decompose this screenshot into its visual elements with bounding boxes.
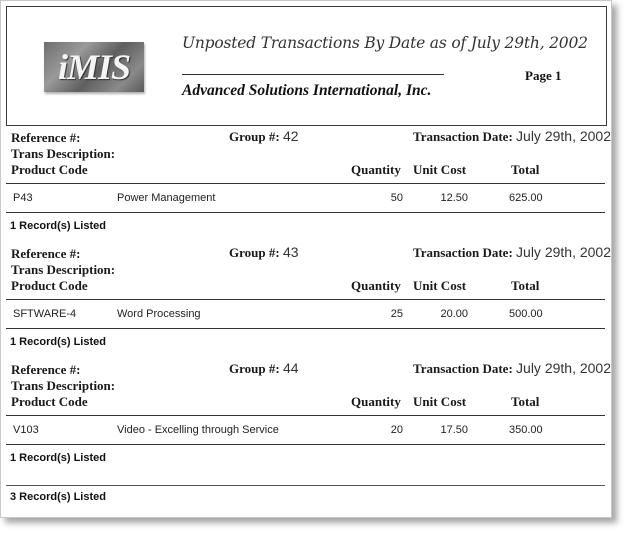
transaction-date: Transaction Date: July 29th, 2002 — [413, 244, 611, 260]
total-header: Total — [511, 162, 540, 177]
report-title: Unposted Transactions By Date as of July 29th, 2002 — [182, 34, 588, 52]
trans-description-label: Trans Description: — [11, 262, 116, 277]
records-listed: 1 Record(s) Listed — [10, 220, 106, 232]
title-divider — [182, 74, 444, 75]
total-header: Total — [511, 394, 540, 409]
page-number: Page 1 — [525, 68, 562, 83]
transaction-date-value: July 29th, 2002 — [516, 244, 611, 260]
header-divider — [6, 415, 605, 416]
product-code-header: Product Code — [11, 162, 88, 177]
report-header — [6, 6, 607, 126]
unit-cost-header: Unit Cost — [413, 394, 467, 409]
trans-description-label: Trans Description: — [11, 378, 116, 393]
unit-cost-cell: 20.00 — [440, 308, 468, 320]
transaction-date: Transaction Date: July 29th, 2002 — [413, 360, 611, 376]
description-cell: Video - Excelling through Service — [117, 424, 279, 436]
transaction-date: Transaction Date: July 29th, 2002 — [413, 128, 611, 144]
row-divider — [6, 212, 605, 213]
group-number: Group #: 43 — [229, 244, 299, 260]
group-number-value: 44 — [282, 360, 299, 376]
group-number: Group #: 44 — [229, 360, 299, 376]
trans-description-label: Trans Description: — [11, 146, 116, 161]
unit-cost-header: Unit Cost — [413, 278, 467, 293]
grand-total-records-listed: 3 Record(s) Listed — [10, 491, 106, 503]
row-divider — [6, 328, 605, 329]
company-name: Advanced Solutions International, Inc. — [182, 82, 432, 99]
quantity-header: Quantity — [351, 162, 401, 177]
imis-logo — [44, 42, 144, 92]
records-listed: 1 Record(s) Listed — [10, 452, 106, 464]
product-code-cell: V103 — [13, 424, 39, 436]
group-number-value: 43 — [282, 244, 299, 260]
quantity-header: Quantity — [351, 394, 401, 409]
total-cell: 350.00 — [509, 424, 543, 436]
product-code-header: Product Code — [11, 394, 88, 409]
reference-label: Reference #: — [11, 246, 81, 261]
logo-text: iMIS — [57, 47, 131, 87]
transaction-date-value: July 29th, 2002 — [516, 128, 611, 144]
group-number: Group #: 42 — [229, 128, 299, 144]
unit-cost-cell: 17.50 — [440, 424, 468, 436]
header-divider — [6, 183, 605, 184]
reference-label: Reference #: — [11, 130, 81, 145]
product-code-cell: SFTWARE-4 — [13, 308, 77, 320]
description-cell: Power Management — [117, 192, 216, 204]
total-cell: 625.00 — [509, 192, 543, 204]
quantity-cell: 20 — [390, 424, 403, 436]
transaction-date-value: July 29th, 2002 — [516, 360, 611, 376]
quantity-cell: 25 — [390, 308, 403, 320]
total-header: Total — [511, 278, 540, 293]
group-number-value: 42 — [282, 128, 299, 144]
total-cell: 500.00 — [509, 308, 543, 320]
header-divider — [6, 299, 605, 300]
unit-cost-header: Unit Cost — [413, 162, 467, 177]
row-divider — [6, 444, 605, 445]
quantity-cell: 50 — [390, 192, 403, 204]
reference-label: Reference #: — [11, 362, 81, 377]
description-cell: Word Processing — [117, 308, 201, 320]
unit-cost-cell: 12.50 — [440, 192, 468, 204]
product-code-header: Product Code — [11, 278, 88, 293]
quantity-header: Quantity — [351, 278, 401, 293]
records-listed: 1 Record(s) Listed — [10, 336, 106, 348]
product-code-cell: P43 — [13, 192, 33, 204]
grand-total-divider — [6, 485, 605, 486]
